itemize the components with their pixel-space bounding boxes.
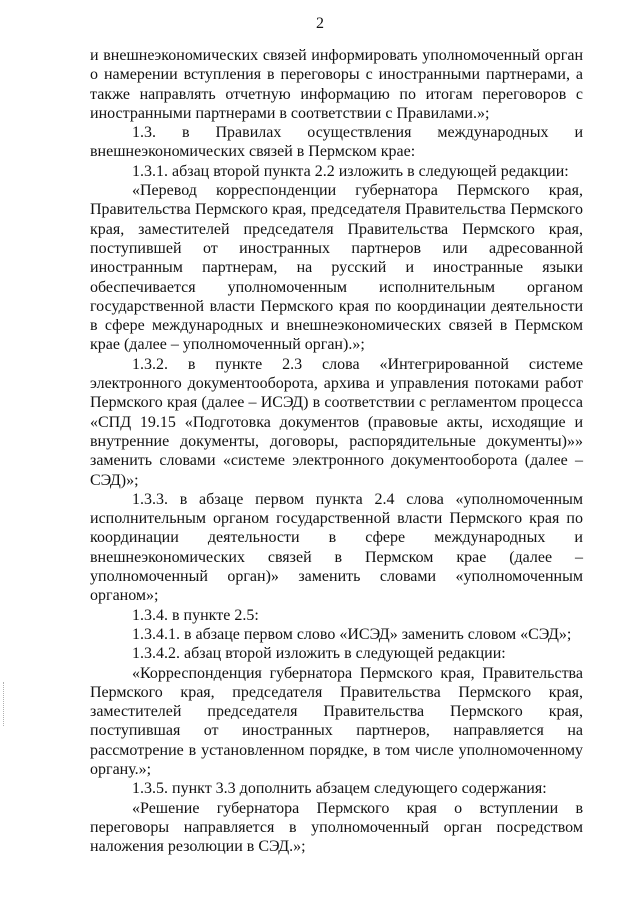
paragraph-1-3-5: 1.3.5. пункт 3.3 дополнить абзацем следующего содержания:: [132, 780, 547, 798]
paragraph-1-3-4-2: 1.3.4.2. абзац второй изложить в следующей редакции:: [132, 645, 506, 663]
paragraph-1-3-4: 1.3.4. в пункте 2.5:: [132, 606, 259, 624]
paragraph-1-3-1: 1.3.1. абзац второй пункта 2.2 изложить в следующей редакции:: [132, 162, 569, 180]
paragraph-1-3: 1.3. в Правилах осуществления международных и внешнеэкономических связей в Пермском крае:: [90, 124, 583, 161]
paragraph-1-3-4-1: 1.3.4.1. в абзаце первом слово «ИСЭД» заменить словом «СЭД»;: [132, 625, 572, 643]
paragraph-quote-correspondence: «Корреспонденция губернатора Пермского края, Правительства Пермского края, председателя Правительства Пермского края, заместителей председателя Правительства Пермского края, поступившая от иностранных партнеров, направляется на рассмотрение в установленном порядке, в том числе уполномоченному органу.»;: [90, 664, 583, 778]
page-number: 2: [316, 15, 324, 32]
paragraph-1-3-2: 1.3.2. в пункте 2.3 слова «Интегрированной системе электронного документооборота, архива и управления потоками работ Пермского края (далее – ИСЭД) в соответствии с регламентом процесса «СПД 19.15 «Подготовка документов (правовые акты, исходящие и внутренние документы, договоры, распорядительные документы)»» заменить словами «системе электронного документооборота (далее – СЭД)»;: [90, 355, 583, 489]
paragraph-quote-decision: «Решение губернатора Пермского края о вступлении в переговоры направляется в уполномоченный орган посредством наложения резолюции в СЭД.»;: [90, 799, 583, 856]
scan-margin-mark: [3, 682, 5, 726]
paragraph-continuation: и внешнеэкономических связей информировать уполномоченный орган о намерении вступления в переговоры с иностранными партнерами, а также направлять отчетную информацию по итогам переговоров с иностранными партнерами в соответствии с Правилами.»;: [90, 47, 583, 122]
document-body: [90, 46, 583, 856]
paragraph-1-3-3: 1.3.3. в абзаце первом пункта 2.4 слова «уполномоченным исполнительным органом государственной власти Пермского края по координации деятельности в сфере международных и внешнеэкономических связей в Пермском крае (далее – уполномоченный орган)» заменить словами «уполномоченным органом»;: [90, 490, 583, 605]
paragraph-quote-translation: «Перевод корреспонденции губернатора Пермского края, Правительства Пермского края, председателя Правительства Пермского края, заместителей председателя Правительства Пермского края, поступившей от иностранных партнеров или адресованной иностранным партнерам, на русский и иностранные языки обеспечивается уполномоченным исполнительным органом государственной власти Пермского края по координации деятельности в сфере международных и внешнеэкономических связей в Пермском крае (далее – уполномоченный орган).»;: [90, 182, 583, 354]
